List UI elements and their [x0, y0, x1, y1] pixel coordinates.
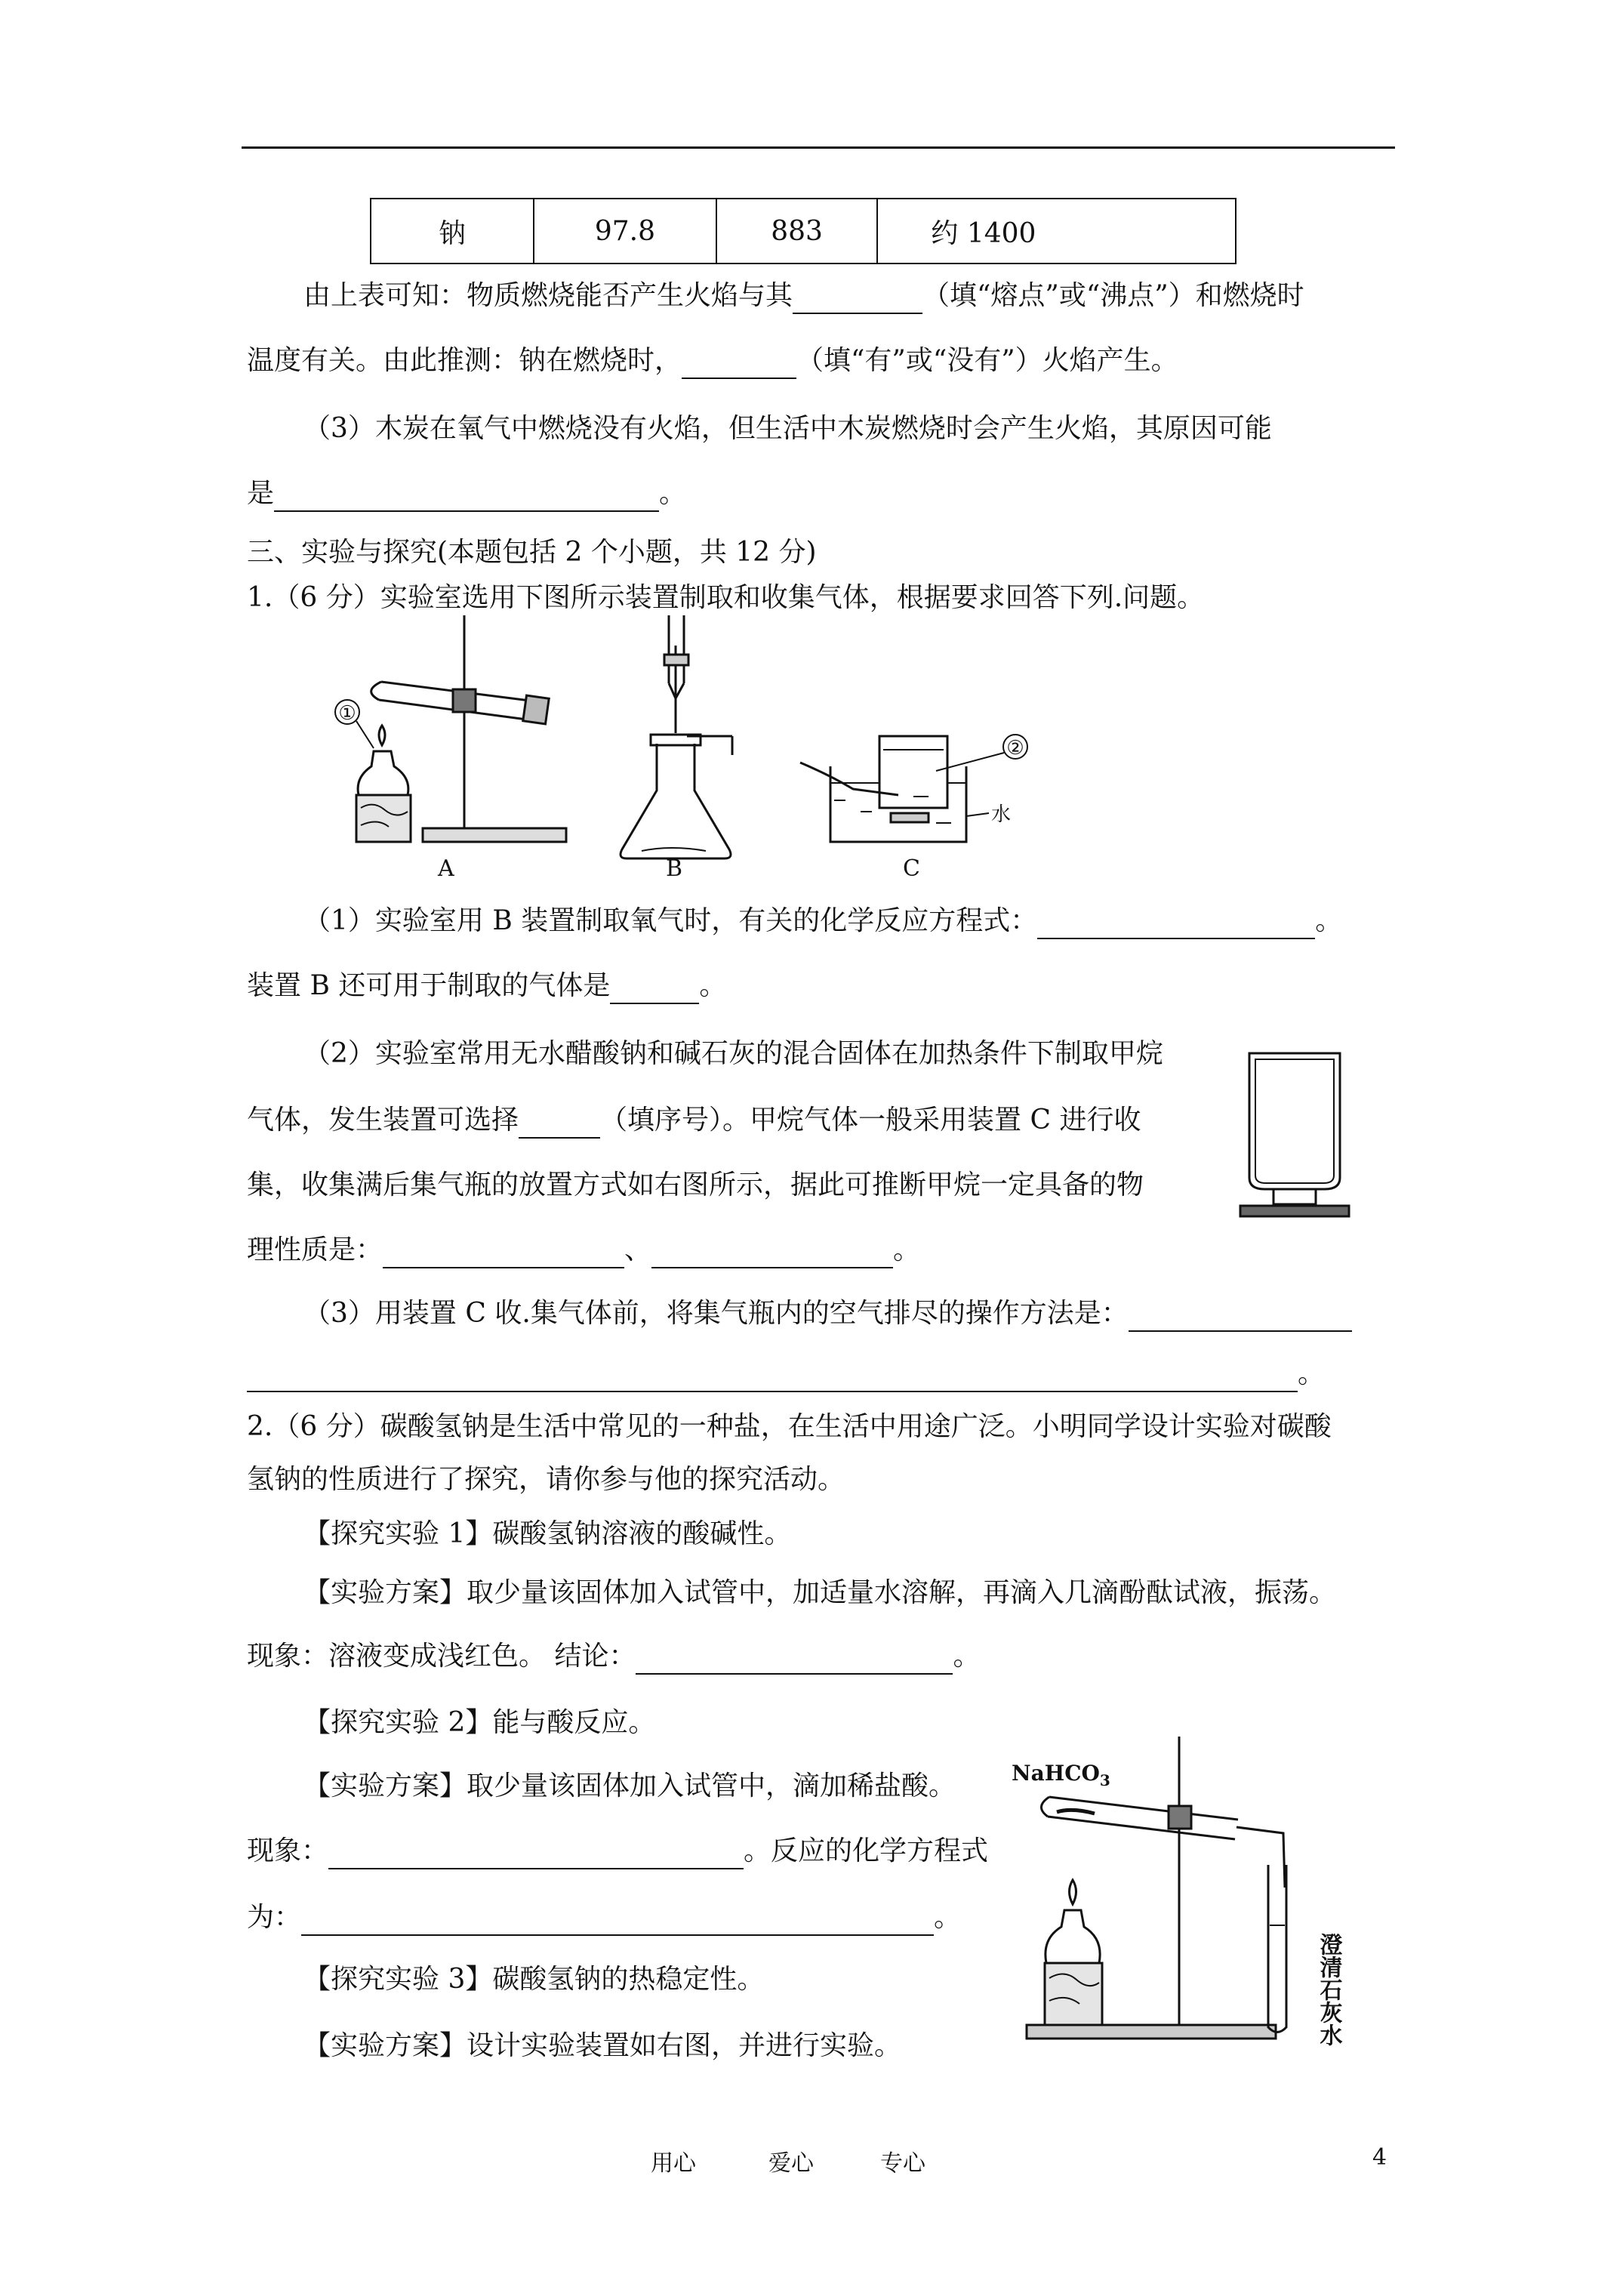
exp2-heading: 【探究实验 2】能与酸反应。 [303, 1707, 656, 1738]
answer-blank[interactable] [651, 1241, 893, 1268]
exp1-heading: 【探究实验 1】碳酸氢钠溶液的酸碱性。 [303, 1518, 792, 1549]
stand-base [423, 828, 566, 842]
e1-p2-line-1: （2）实验室常用无水醋酸钠和碱石灰的混合固体在加热条件下制取甲烷 [303, 1038, 1163, 1069]
exp2-observation: 现象： 。反应的化学方程式 [247, 1833, 988, 1869]
label-b: B [666, 855, 683, 882]
melting-point-cell: 97.8 [534, 199, 716, 264]
q3-line-1: （3）木炭在氧气中燃烧没有火焰，但生活中木炭燃烧时会产生火焰，其原因可能 [303, 413, 1272, 444]
gas-jar-body [1249, 1053, 1340, 1189]
e2-intro-line-1: 2.（6 分）碳酸氢钠是生活中常见的一种盐，在生活中用途广泛。小明同学设计实验对碳酸 [247, 1411, 1332, 1442]
answer-blank[interactable] [301, 1909, 934, 1936]
q3-line-2: 是 。 [247, 476, 686, 512]
section-3-title: 三、实验与探究(本题包括 2 个小题，共 12 分) [247, 537, 817, 568]
answer-blank[interactable] [1037, 912, 1315, 939]
gas-jar-neck [1273, 1189, 1316, 1204]
test-tube-a [371, 682, 550, 724]
answer-blank[interactable] [636, 1647, 953, 1675]
answer-blank[interactable] [1129, 1305, 1352, 1332]
answer-blank[interactable] [793, 287, 922, 314]
exp1-plan: 【实验方案】取少量该固体加入试管中，加适量水溶解，再滴入几滴酚酞试液，振荡。 [303, 1577, 1337, 1608]
footer-slogan-3: 专心 [880, 2150, 925, 2177]
answer-blank[interactable] [274, 485, 659, 512]
e1-p2-line-2: 气体，发生装置可选择 （填序号）。甲烷气体一般采用装置 C 进行收 [247, 1102, 1141, 1139]
e1-p2-line-3: 集，收集满后集气瓶的放置方式如右图所示，据此可推断甲烷一定具备的物 [247, 1170, 1144, 1200]
nahco3-label: NaHCO$_3$ [1012, 1761, 1110, 1789]
q2-line-1: 由上表可知：物质燃烧能否产生火焰与其 （填“熔点”或“沸点”）和燃烧时 [303, 278, 1304, 314]
e1-p2-line-4: 理性质是： 、 。 [247, 1232, 920, 1268]
e1-p1-line-1: （1）实验室用 B 装置制取氧气时，有关的化学反应方程式： 。 [303, 903, 1342, 939]
experiment-1-intro: 1.（6 分）实验室选用下图所示装置制取和收集气体，根据要求回答下列.问题。 [247, 582, 1205, 613]
exp2-equation: 为： 。 [247, 1900, 961, 1936]
label-a: A [438, 855, 454, 882]
answer-blank[interactable] [610, 977, 699, 1004]
e1-p3-line-2: 。 [247, 1356, 1325, 1392]
page-number: 4 [1372, 2144, 1387, 2171]
burn-temp-cell: 约 1400 [877, 199, 1236, 264]
label-c: C [903, 855, 920, 882]
alcohol-lamp [1046, 1910, 1100, 1963]
q2-line-2: 温度有关。由此推测：钠在燃烧时， （填“有”或“没有”）火焰产生。 [247, 343, 1178, 379]
substance-cell: 钠 [371, 199, 534, 264]
answer-blank[interactable] [247, 1365, 1298, 1392]
e2-intro-line-2: 氢钠的性质进行了探究，请你参与他的探究活动。 [247, 1464, 845, 1495]
inverted-gas-jar-figure [1234, 1046, 1355, 1227]
footer-slogan-1: 用心 [651, 2150, 696, 2177]
e1-p3-line-1: （3）用装置 C 收.集气体前，将集气瓶内的空气排尽的操作方法是： [303, 1296, 1352, 1332]
heated-test-tube [1041, 1797, 1238, 1839]
footer-slogan-2: 爱心 [768, 2150, 814, 2177]
stand-base [1027, 2025, 1276, 2039]
apparatus-figure-abc [332, 615, 1042, 891]
boiling-point-cell: 883 [716, 199, 878, 264]
wood-block [356, 795, 411, 842]
answer-blank[interactable] [383, 1241, 624, 1268]
exp2-plan: 【实验方案】取少量该固体加入试管中，滴加稀盐酸。 [303, 1771, 956, 1801]
alcohol-lamp [358, 751, 408, 795]
wood-block [1045, 1963, 1102, 2025]
table-row [371, 199, 1236, 264]
flame [1070, 1880, 1076, 1904]
e1-p1-line-2: 装置 B 还可用于制取的气体是 。 [247, 968, 726, 1004]
exp3-heading: 【探究实验 3】碳酸氢钠的热稳定性。 [303, 1964, 765, 1995]
limewater-label: 澄清石灰水 [1315, 1933, 1342, 2046]
delivery-tube [1236, 1827, 1285, 1888]
circle-label-1: ① [338, 702, 356, 725]
thermal-stability-apparatus [1012, 1737, 1366, 2054]
flame [379, 726, 385, 745]
exp1-observation: 现象：溶液变成浅红色。 结论： 。 [247, 1638, 980, 1675]
exp3-plan: 【实验方案】设计实验装置如右图，并进行实验。 [303, 2030, 902, 2061]
circle-label-2: ② [1006, 737, 1024, 760]
water-label: 水 [991, 803, 1012, 826]
answer-blank[interactable] [328, 1842, 744, 1869]
properties-table [370, 198, 1236, 264]
answer-blank[interactable] [682, 352, 796, 379]
limewater-test-tube [1268, 1865, 1286, 2032]
answer-blank[interactable] [519, 1111, 600, 1139]
header-rule [242, 146, 1395, 149]
glass-plate [1240, 1206, 1349, 1216]
conical-flask-b [621, 615, 732, 858]
